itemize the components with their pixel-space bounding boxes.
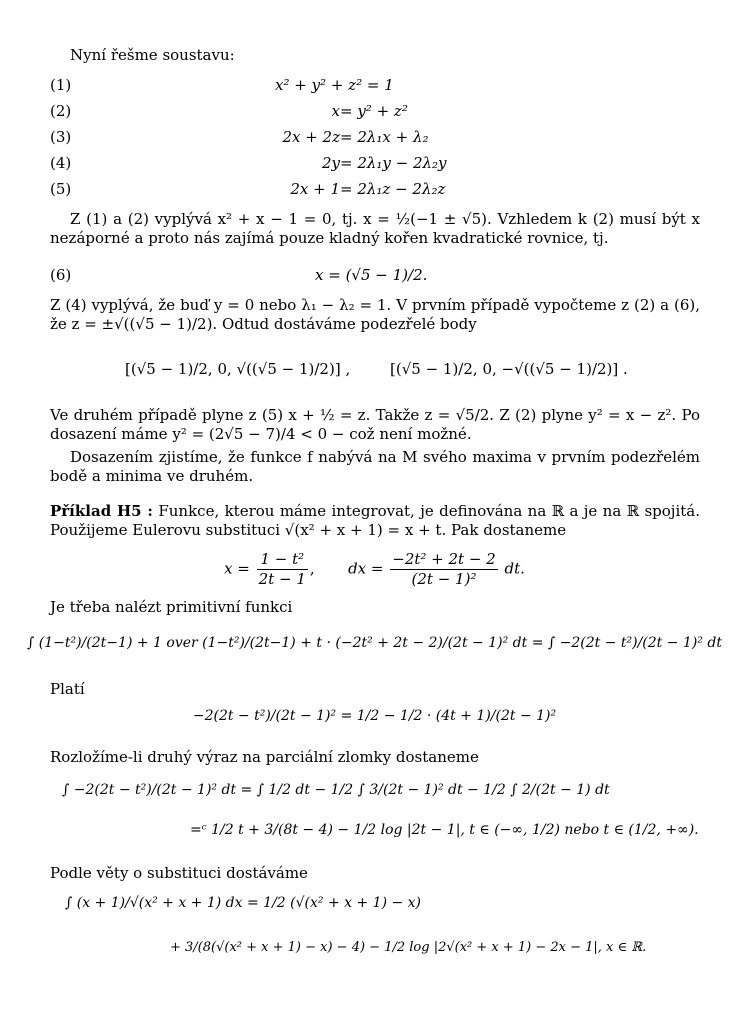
partial-line-1: ∫ −2(2t − t²)/(2t − 1)² dt = ∫ 1/2 dt − 1/2 ∫ 3/(2t − 1)² dt − 1/2 ∫ 2/(2t − 1) dt	[62, 782, 610, 798]
partial-intro: Rozložíme-li druhý výraz na parciální zlomky dostaneme	[50, 748, 479, 766]
identity-equation: −2(2t − t²)/(2t − 1)² = 1/2 − 1/2 · (4t + 1)/(2t − 1)²	[192, 708, 557, 724]
suspect-point-1: [(√5 − 1)/2, 0, √((√5 − 1)/2)] ,	[125, 360, 351, 378]
final-line-2: + 3/(8(√(x² + x + 1) − x) − 4) − 1/2 log |2√(x² + x + 1) − 2x − 1|, x ∈ ℝ.	[170, 940, 647, 955]
suspect-point-2: [(√5 − 1)/2, 0, −√((√5 − 1)/2)] .	[390, 360, 628, 378]
integral-1: ∫ (1−t²)/(2t−1) + 1 over (1−t²)/(2t−1) + t · (−2t² + 2t − 2)/(2t − 1)² dt = ∫ −2(2t − t²)/(2t − 1)² dt	[27, 635, 722, 651]
paragraph-1: Z (1) a (2) vyplývá x² + x − 1 = 0, tj. x = ½(−1 ± √5). Vzhledem k (2) musí být x nezáporné a proto nás zajímá pouze kladný kořen kvadratické rovnice, tj.	[50, 210, 700, 247]
plati-label: Platí	[50, 680, 85, 698]
substitution-theorem: Podle věty o substituci dostáváme	[50, 864, 308, 882]
paragraph-2: Z (4) vyplývá, že buď y = 0 nebo λ₁ − λ₂ = 1. V prvním případě vypočteme z (2) a (6), že z = ±√((√5 − 1)/2). Odtud dostáváme podezřelé body	[50, 296, 700, 333]
system-row-5: (5) 2x + 1 = 2λ₁z − 2λ₂z	[50, 180, 446, 198]
system-row-2: (2) x = y² + z²	[50, 102, 408, 120]
system-row-1: (1) x² + y² + z² = 1	[50, 76, 394, 94]
final-line-1: ∫ (x + 1)/√(x² + x + 1) dx = 1/2 (√(x² + x + 1) − x)	[65, 895, 422, 911]
paragraph-4: Dosazením zjistíme, že funkce f nabývá na M svého maxima v prvním podezřelém bodě a minima ve druhém.	[50, 448, 700, 485]
system-row-3: (3) 2x + 2z = 2λ₁x + λ₂	[50, 128, 429, 146]
primitive-intro: Je třeba nalézt primitivní funkci	[50, 598, 293, 616]
paragraph-3: Ve druhém případě plyne z (5) x + ½ = z. Takže z = √5/2. Z (2) plyne y² = x − z². Po dosazení máme y² = (2√5 − 7)/4 < 0 − což není možné.	[50, 406, 700, 443]
substitution-equation: x = $\frac{\text{1 − t²}}{2t - 1}$ , dx = $\frac{\text{−2t² + 2t − 2}}{\text{(2t − 1)²}}$ dt.	[224, 550, 525, 588]
partial-line-2: =ᶜ 1/2 t + 3/(8t − 4) − 1/2 log |2t − 1|, t ∈ (−∞, 1/2) nebo t ∈ (1/2, +∞).	[190, 822, 699, 838]
example-h5	[50, 502, 700, 540]
system-row-4: (4) 2y = 2λ₁y − 2λ₂y	[50, 154, 447, 172]
intro-text: Nyní řešme soustavu:	[70, 46, 235, 64]
equation-6: (6) x = (√5 − 1)/2.	[50, 266, 428, 284]
example-heading: Příklad H5 :	[50, 502, 153, 520]
example-text: Funkce, kterou máme integrovat, je definována na ℝ a je na ℝ spojitá. Použijeme Eulerovu substituci √(x² + x + 1) = x + t. Pak dostaneme	[50, 502, 700, 539]
